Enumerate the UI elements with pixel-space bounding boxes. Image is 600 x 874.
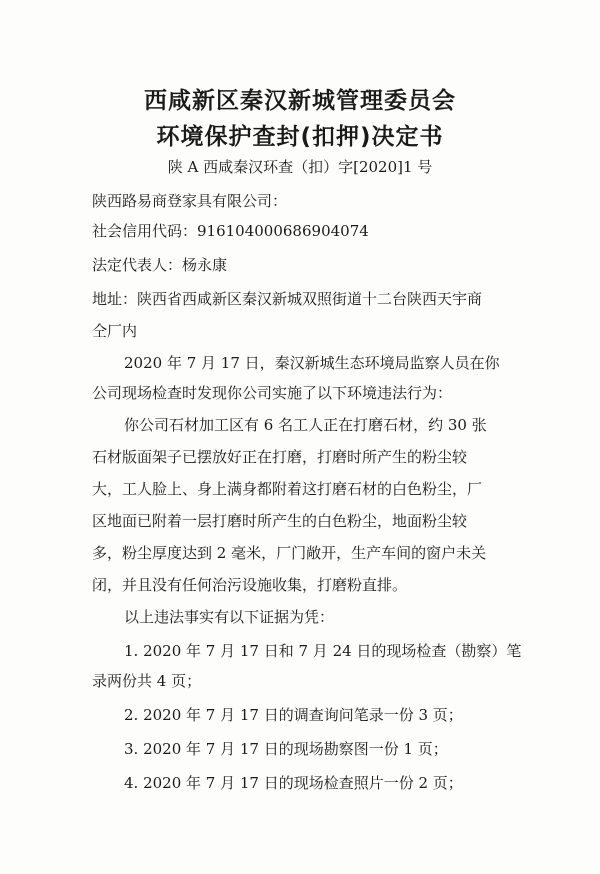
- paragraph1-line1: 2020 年 7 月 17 日，秦汉新城生态环境局监察人员在你: [124, 354, 500, 372]
- address-line2: 仝厂内: [92, 322, 138, 340]
- paragraph2-line5: 多，粉尘厚度达到 2 毫米，厂门敞开，生产车间的窗户未关: [92, 544, 487, 562]
- evidence-intro: 以上违法事实有以下证据为凭：: [124, 608, 335, 626]
- evidence-item-1-line2: 录两份共 4 页；: [92, 672, 202, 690]
- legal-representative: 法定代表人：杨永康: [92, 256, 228, 274]
- address-line1: 地址：陕西省西咸新区秦汉新城双照街道十二台陕西天宇商: [92, 290, 483, 308]
- document-number: 陕 A 西咸秦汉环查（扣）字[2020]1 号: [167, 158, 433, 176]
- paragraph2-line2: 石材版面架子已摆放好正在打磨，打磨时所产生的粉尘较: [92, 448, 468, 466]
- evidence-item-2: 2. 2020 年 7 月 17 日的调查询问笔录一份 3 页；: [124, 706, 463, 724]
- company-name: 陕西路易商登家具有限公司：: [92, 192, 288, 210]
- document-title-line1: 西咸新区秦汉新城管理委员会: [144, 88, 456, 114]
- evidence-item-1-line1: 1. 2020 年 7 月 17 日和 7 月 24 日的现场检查（勘察）笔: [124, 642, 522, 660]
- credit-code: 社会信用代码：91610400068690407​4: [92, 222, 369, 240]
- paragraph2-line3: 大，工人脸上、身上满身都附着这打磨石材的白色粉尘，厂: [92, 480, 483, 498]
- document-title-line2: 环境保护查封(扣押)决定书: [156, 124, 444, 150]
- paragraph2-line4: 区地面已附着一层打磨时所产生的白色粉尘，地面粉尘较: [92, 512, 468, 530]
- paragraph2-line6: 闭，并且没有任何治污设施收集，打磨粉直排。: [92, 576, 408, 594]
- evidence-item-4: 4. 2020 年 7 月 17 日的现场检查照片一份 2 页；: [124, 774, 463, 792]
- paragraph1-line2: 公司现场检查时发现你公司实施了以下环境违法行为：: [92, 384, 453, 402]
- paragraph2-line1: 你公司石材加工区有 6 名工人正在打磨石材，约 30 张: [124, 416, 487, 434]
- evidence-item-3: 3. 2020 年 7 月 17 日的现场勘察图一份 1 页；: [124, 740, 448, 758]
